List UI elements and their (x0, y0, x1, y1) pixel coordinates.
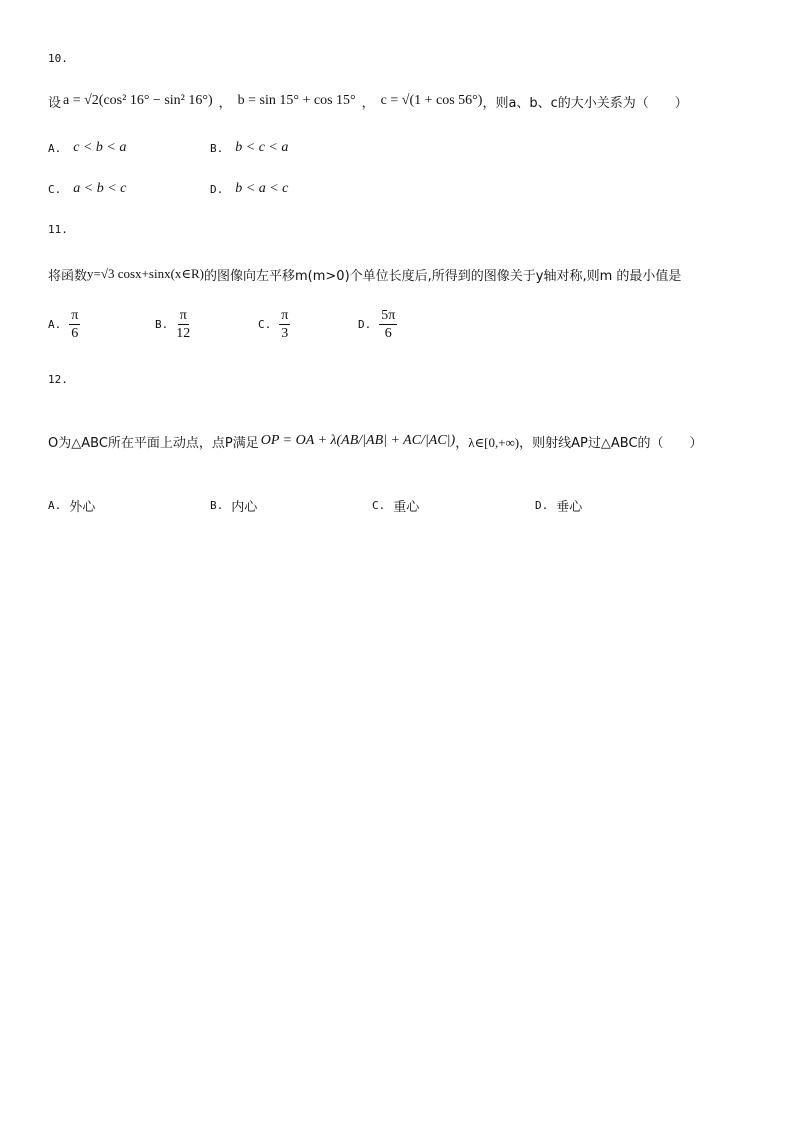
q10-option-d (210, 181, 288, 197)
q10-stem (48, 90, 688, 112)
q10-option-c (48, 181, 126, 197)
q10-tail: ，则a、b、c的大小关系为（ ） (482, 95, 688, 111)
q12-stem (48, 412, 703, 470)
fraction-numerator: π (71, 308, 79, 323)
fraction-numerator: π (281, 308, 289, 323)
option-label: C. (258, 318, 272, 331)
q11-stem (48, 263, 681, 285)
q12-formula: OP = OA + λ(AB/|AB| + AC/|AC|) (260, 433, 456, 448)
option-fraction (69, 308, 80, 341)
q12-lambda-range: ，λ∈[0,+∞) (455, 434, 520, 450)
q10-lead: 设 (48, 95, 62, 111)
option-text: b < c < a (235, 140, 289, 155)
q11-option-b (155, 308, 192, 341)
option-label: A. (48, 499, 62, 512)
option-label: B. (210, 499, 224, 512)
option-label: A. (48, 141, 62, 155)
option-label: D. (210, 182, 224, 196)
option-label: D. (358, 318, 372, 331)
q12-number: 12. (48, 373, 68, 386)
q11-stem-pre: 将函数 (48, 268, 88, 284)
q10-c-expr: c = √(1 + cos 56°) (380, 93, 483, 108)
q10-sep1: ， (218, 95, 232, 111)
q11-stem-func: y=√3 cosx+sinx(x∈R) (87, 266, 205, 281)
option-label: B. (210, 141, 224, 155)
option-label: C. (48, 182, 62, 196)
q10-a-expr: a = √2(cos² 16° − sin² 16°) (63, 93, 213, 108)
q12-option-a (48, 496, 95, 515)
option-label: B. (155, 318, 169, 331)
option-text: a < b < c (73, 181, 127, 196)
fraction-denominator: 12 (176, 326, 191, 341)
q11-number: 11. (48, 223, 68, 236)
q12-option-c (372, 496, 419, 515)
option-text: c < b < a (73, 140, 127, 155)
option-text: 重心 (393, 500, 420, 515)
q11-stem-post: 的图像向左平移m(m>0)个单位长度后,所得到的图像关于y轴对称,则m 的最小值是 (204, 268, 682, 284)
fraction-numerator: 5π (381, 308, 396, 323)
option-fraction (279, 308, 290, 341)
q10-b-expr: b = sin 15° + cos 15° (237, 93, 356, 108)
q11-option-a (48, 308, 82, 341)
q10-number: 10. (48, 52, 68, 65)
q12-option-b (210, 496, 257, 515)
q12-stem-post: ，则射线AP过△ABC的（ ） (519, 435, 703, 451)
option-fraction (176, 308, 190, 341)
option-label: D. (535, 499, 549, 512)
option-label: C. (372, 499, 386, 512)
q11-option-d (358, 308, 399, 341)
q12-stem-pre: O为△ABC所在平面上动点，点P满足 (48, 435, 259, 451)
q10-option-b (210, 140, 288, 156)
option-label: A. (48, 318, 62, 331)
q10-sep2: ， (361, 95, 375, 111)
option-text: b < a < c (235, 181, 289, 196)
q11-option-c (258, 308, 292, 341)
option-text: 内心 (231, 500, 258, 515)
fraction-numerator: π (179, 308, 187, 323)
option-text: 外心 (69, 500, 96, 515)
q10-option-a (48, 140, 126, 156)
fraction-denominator: 3 (281, 326, 289, 341)
fraction-denominator: 6 (384, 326, 392, 341)
q12-option-d (535, 496, 582, 515)
option-fraction (379, 308, 397, 341)
fraction-denominator: 6 (71, 326, 79, 341)
option-text: 垂心 (556, 500, 583, 515)
